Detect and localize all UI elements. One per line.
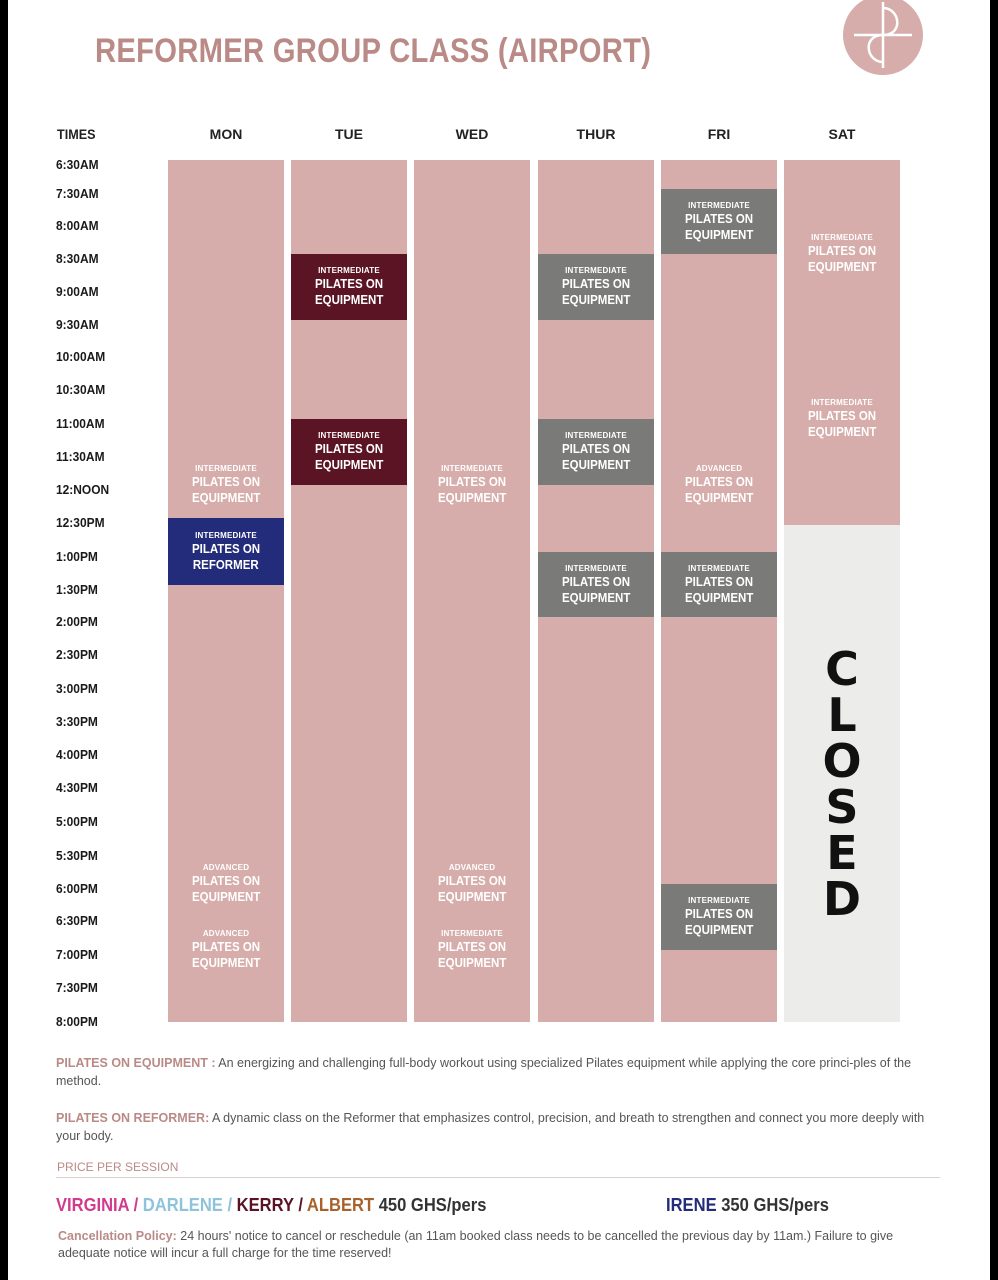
- class-block[interactable]: [538, 254, 654, 320]
- class-level: ADVANCED: [202, 862, 250, 872]
- class-type: EQUIPMENT: [561, 590, 631, 605]
- time-label: 7:30PM: [56, 980, 98, 995]
- group-price: 450 GHS/pers: [378, 1195, 487, 1215]
- class-type: REFORMER: [193, 557, 259, 572]
- class-level: ADVANCED: [202, 928, 250, 938]
- class-level: INTERMEDIATE: [441, 928, 503, 938]
- closed-label: [818, 642, 866, 926]
- class-name: PILATES ON: [191, 939, 261, 954]
- class-level: INTERMEDIATE: [441, 464, 503, 473]
- class-name: PILATES ON: [684, 475, 754, 489]
- reformer-text: A dynamic class on the Reformer that emphasizes control, precision, and breath to strengthen and connect you more deeply with your body.: [56, 1111, 925, 1143]
- time-label: 2:30PM: [56, 647, 98, 662]
- class-block[interactable]: [661, 552, 777, 617]
- schedule-page: [8, 0, 990, 1280]
- irene-price: 350 GHS/pers: [721, 1195, 829, 1215]
- class-level: INTERMEDIATE: [318, 266, 380, 275]
- time-label: 7:00PM: [56, 947, 98, 962]
- class-type: EQUIPMENT: [684, 491, 754, 505]
- class-block[interactable]: [784, 385, 900, 452]
- time-label: 12:NOON: [56, 482, 110, 497]
- class-type: EQUIPMENT: [561, 293, 631, 307]
- irene-price-row: [666, 1195, 829, 1216]
- closed-letter: C: [825, 642, 859, 696]
- class-name: PILATES ON: [684, 574, 754, 589]
- time-label: 5:30PM: [56, 848, 98, 863]
- class-block[interactable]: [168, 851, 284, 916]
- class-block[interactable]: [168, 916, 284, 983]
- time-label: 6:00PM: [56, 881, 98, 896]
- class-name: PILATES ON: [561, 442, 631, 456]
- page-title: REFORMER GROUP CLASS (AIRPORT): [95, 32, 652, 70]
- class-type: EQUIPMENT: [314, 293, 384, 307]
- class-name: PILATES ON: [684, 907, 754, 921]
- class-type: EQUIPMENT: [684, 227, 754, 242]
- day-header-wed: WED: [455, 126, 489, 142]
- times-header: TIMES: [57, 126, 96, 142]
- name-separator: /: [293, 1195, 307, 1215]
- class-level: INTERMEDIATE: [688, 200, 750, 210]
- day-header-mon: MON: [209, 126, 243, 142]
- cancellation-policy: [58, 1228, 938, 1262]
- class-block[interactable]: [538, 552, 654, 617]
- day-header-tue: TUE: [335, 126, 363, 142]
- closed-letter: S: [825, 780, 859, 834]
- time-label: 7:30AM: [56, 186, 99, 201]
- time-label: 10:30AM: [56, 382, 106, 397]
- instructor-name: VIRGINIA: [56, 1195, 129, 1215]
- time-label: 4:00PM: [56, 747, 98, 762]
- studio-logo: [842, 0, 924, 76]
- time-label: 5:00PM: [56, 814, 98, 829]
- instructor-names: [56, 1195, 379, 1215]
- time-label: 11:00AM: [56, 416, 105, 431]
- class-level: ADVANCED: [448, 862, 496, 872]
- class-level: INTERMEDIATE: [811, 233, 873, 242]
- closed-letter: O: [822, 734, 862, 788]
- class-block[interactable]: [661, 189, 777, 254]
- time-label: 9:00AM: [56, 284, 99, 299]
- time-label: 8:00PM: [56, 1014, 98, 1029]
- class-block[interactable]: [168, 518, 284, 585]
- class-level: INTERMEDIATE: [688, 563, 750, 573]
- class-block[interactable]: [661, 884, 777, 950]
- class-type: EQUIPMENT: [191, 889, 261, 904]
- class-block[interactable]: [168, 452, 284, 518]
- day-header-sat: SAT: [828, 126, 856, 142]
- time-label: 1:00PM: [56, 549, 98, 564]
- class-type: EQUIPMENT: [684, 590, 754, 605]
- class-name: PILATES ON: [561, 574, 631, 589]
- class-name: PILATES ON: [561, 277, 631, 291]
- class-name: PILATES ON: [314, 442, 384, 456]
- time-label: 8:00AM: [56, 218, 99, 233]
- class-name: PILATES ON: [191, 873, 261, 888]
- reformer-description: [56, 1109, 936, 1145]
- class-name: PILATES ON: [191, 475, 261, 489]
- class-block[interactable]: [291, 254, 407, 320]
- class-level: INTERMEDIATE: [811, 397, 873, 407]
- class-level: INTERMEDIATE: [318, 431, 380, 440]
- closed-letter: E: [826, 826, 858, 880]
- policy-text: 24 hours' notice to cancel or reschedule (an 11am booked class needs to be cancelled the previous day by 11am.) Failure to give adequate notice will incur a full charge for the time reserved!: [58, 1229, 894, 1260]
- instructor-name: DARLENE: [142, 1195, 223, 1215]
- class-name: PILATES ON: [807, 408, 877, 423]
- day-header-thur: THUR: [576, 126, 616, 142]
- time-label: 1:30PM: [56, 582, 98, 597]
- class-block[interactable]: [784, 221, 900, 287]
- instructor-name: ALBERT: [306, 1195, 375, 1215]
- class-type: EQUIPMENT: [314, 458, 384, 472]
- class-level: INTERMEDIATE: [565, 266, 627, 275]
- class-type: EQUIPMENT: [437, 955, 507, 970]
- class-block[interactable]: [414, 916, 530, 983]
- group-price-row: [56, 1195, 486, 1216]
- time-label: 3:00PM: [56, 681, 98, 696]
- day-header-fri: FRI: [707, 126, 731, 142]
- class-name: PILATES ON: [314, 277, 384, 291]
- closed-letter: D: [822, 872, 862, 926]
- equipment-text: An energizing and challenging full-body workout using specialized Pilates equipment while applying the core princi-ples of the method.: [56, 1056, 912, 1088]
- instructor-name: KERRY: [236, 1195, 294, 1215]
- class-level: INTERMEDIATE: [688, 896, 750, 905]
- class-block[interactable]: [661, 452, 777, 518]
- time-label: 6:30AM: [56, 157, 99, 172]
- class-level: ADVANCED: [695, 464, 743, 473]
- closed-letter: L: [827, 688, 857, 742]
- class-name: PILATES ON: [437, 873, 507, 888]
- class-type: EQUIPMENT: [684, 923, 754, 937]
- class-name: PILATES ON: [684, 211, 754, 226]
- class-block[interactable]: [414, 851, 530, 916]
- name-separator: /: [222, 1195, 237, 1215]
- class-type: EQUIPMENT: [191, 491, 261, 505]
- time-label: 12:30PM: [56, 515, 105, 530]
- class-block[interactable]: [538, 419, 654, 485]
- class-block[interactable]: [291, 419, 407, 485]
- class-block[interactable]: [414, 452, 530, 518]
- class-level: INTERMEDIATE: [195, 464, 257, 473]
- class-name: PILATES ON: [437, 475, 507, 489]
- divider: [56, 1177, 940, 1178]
- time-label: 3:30PM: [56, 714, 98, 729]
- class-type: EQUIPMENT: [437, 491, 507, 505]
- class-level: INTERMEDIATE: [195, 530, 257, 540]
- equipment-label: PILATES ON EQUIPMENT :: [56, 1056, 216, 1070]
- name-separator: /: [128, 1195, 143, 1215]
- time-label: 9:30AM: [56, 317, 99, 332]
- class-level: INTERMEDIATE: [565, 431, 627, 440]
- class-type: EQUIPMENT: [807, 260, 877, 274]
- time-label: 4:30PM: [56, 780, 98, 795]
- equipment-description: [56, 1054, 936, 1090]
- time-label: 11:30AM: [56, 449, 105, 464]
- class-name: PILATES ON: [807, 244, 877, 258]
- reformer-label: PILATES ON REFORMER:: [56, 1111, 210, 1125]
- class-type: EQUIPMENT: [561, 458, 631, 472]
- irene-name: IRENE: [666, 1195, 722, 1215]
- class-type: EQUIPMENT: [807, 424, 877, 439]
- time-label: 6:30PM: [56, 913, 98, 928]
- class-name: PILATES ON: [191, 541, 261, 556]
- class-level: INTERMEDIATE: [565, 563, 627, 573]
- time-label: 8:30AM: [56, 251, 99, 266]
- price-label: PRICE PER SESSION: [57, 1160, 179, 1174]
- class-type: EQUIPMENT: [191, 955, 261, 970]
- policy-label: Cancellation Policy:: [58, 1229, 177, 1243]
- time-label: 2:00PM: [56, 614, 98, 629]
- class-type: EQUIPMENT: [437, 889, 507, 904]
- time-label: 10:00AM: [56, 349, 106, 364]
- class-name: PILATES ON: [437, 939, 507, 954]
